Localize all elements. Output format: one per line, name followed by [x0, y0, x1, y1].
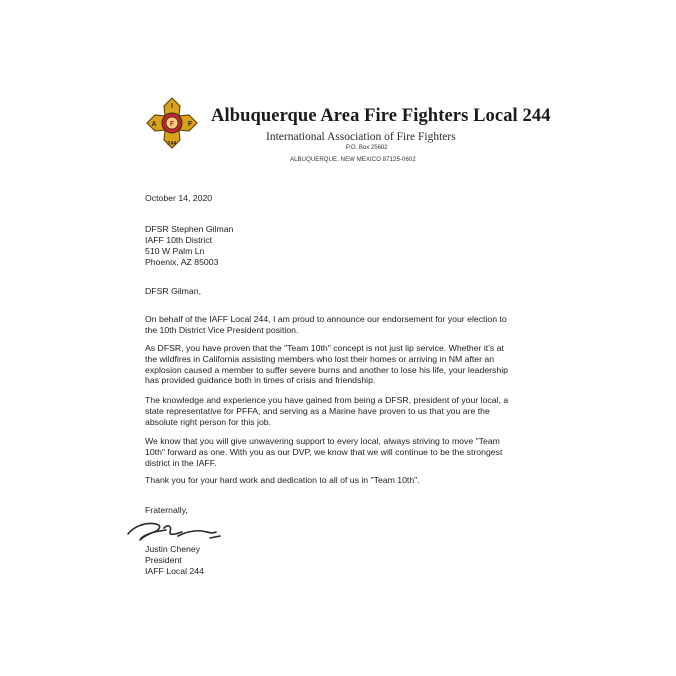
org-city: ALBUQUERQUE, NEW MEXICO 87125-0602	[290, 157, 416, 163]
paragraph-line: state representative for PFFA, and serving as a Marine have proven to us that you are the	[145, 405, 490, 416]
logo-letter-center: F	[169, 121, 175, 128]
org-subtitle: International Association of Fire Fighters	[266, 131, 456, 143]
letter-date: October 14, 2020	[145, 193, 213, 203]
org-name: Albuquerque Area Fire Fighters Local 244	[211, 106, 551, 126]
logo-letter-top: I	[171, 103, 173, 110]
salutation: DFSR Gilman,	[145, 286, 201, 296]
logo-letter-left: A	[151, 121, 157, 128]
paragraph-line: has provided guidance both in times of crisis and friendship.	[145, 375, 376, 386]
paragraph-line: 10th" forward as one. With you as our DVP, we know that we will continue to be the strongest	[145, 446, 503, 457]
paragraph-line: On behalf of the IAFF Local 244, I am proud to announce our endorsement for your election to	[145, 314, 507, 324]
signer-name: Justin Cheney	[145, 544, 201, 554]
signer-title: President	[145, 555, 182, 565]
body-paragraph-1	[145, 314, 540, 336]
paragraph-line: Thank you for your hard work and dedication to all of us in "Team 10th".	[145, 475, 420, 485]
recipient-city: Phoenix, AZ 85003	[145, 257, 219, 267]
recipient-street: 510 W Palm Ln	[145, 246, 205, 256]
iaff-logo-icon	[145, 96, 199, 162]
paragraph-line: As DFSR, you have proven that the "Team 10th" concept is not just lip service. Whether it's at	[145, 343, 504, 353]
org-po-box: P.O. Box 25602	[346, 145, 388, 151]
body-paragraph-4	[145, 436, 540, 468]
recipient-name: DFSR Stephen Gilman	[145, 224, 234, 234]
paragraph-line: district in the IAFF.	[145, 457, 217, 468]
body-paragraph-2	[145, 343, 540, 386]
paragraph-line: absolute right person for this job.	[145, 416, 272, 427]
logo-letter-right: F	[187, 121, 193, 128]
body-paragraph-5	[145, 475, 540, 486]
closing: Fraternally,	[145, 505, 188, 515]
paragraph-line: the 10th District Vice President position.	[145, 324, 299, 335]
paragraph-line: The knowledge and experience you have gained from being a DFSR, president of your local, a	[145, 395, 509, 405]
recipient-org: IAFF 10th District	[145, 235, 213, 245]
paragraph-line: the wildfires in California assisting members who lost their homes or arriving in NM after an	[145, 353, 495, 364]
paragraph-line: We know that you will give unwavering support to every local, always striving to move "Team	[145, 436, 500, 446]
logo-local-number: 244	[167, 141, 177, 147]
signer-org: IAFF Local 244	[145, 566, 204, 576]
paragraph-line: explosion caused a member to suffer severe burns and another to lose his life, your leadership	[145, 364, 508, 375]
body-paragraph-3	[145, 395, 540, 427]
